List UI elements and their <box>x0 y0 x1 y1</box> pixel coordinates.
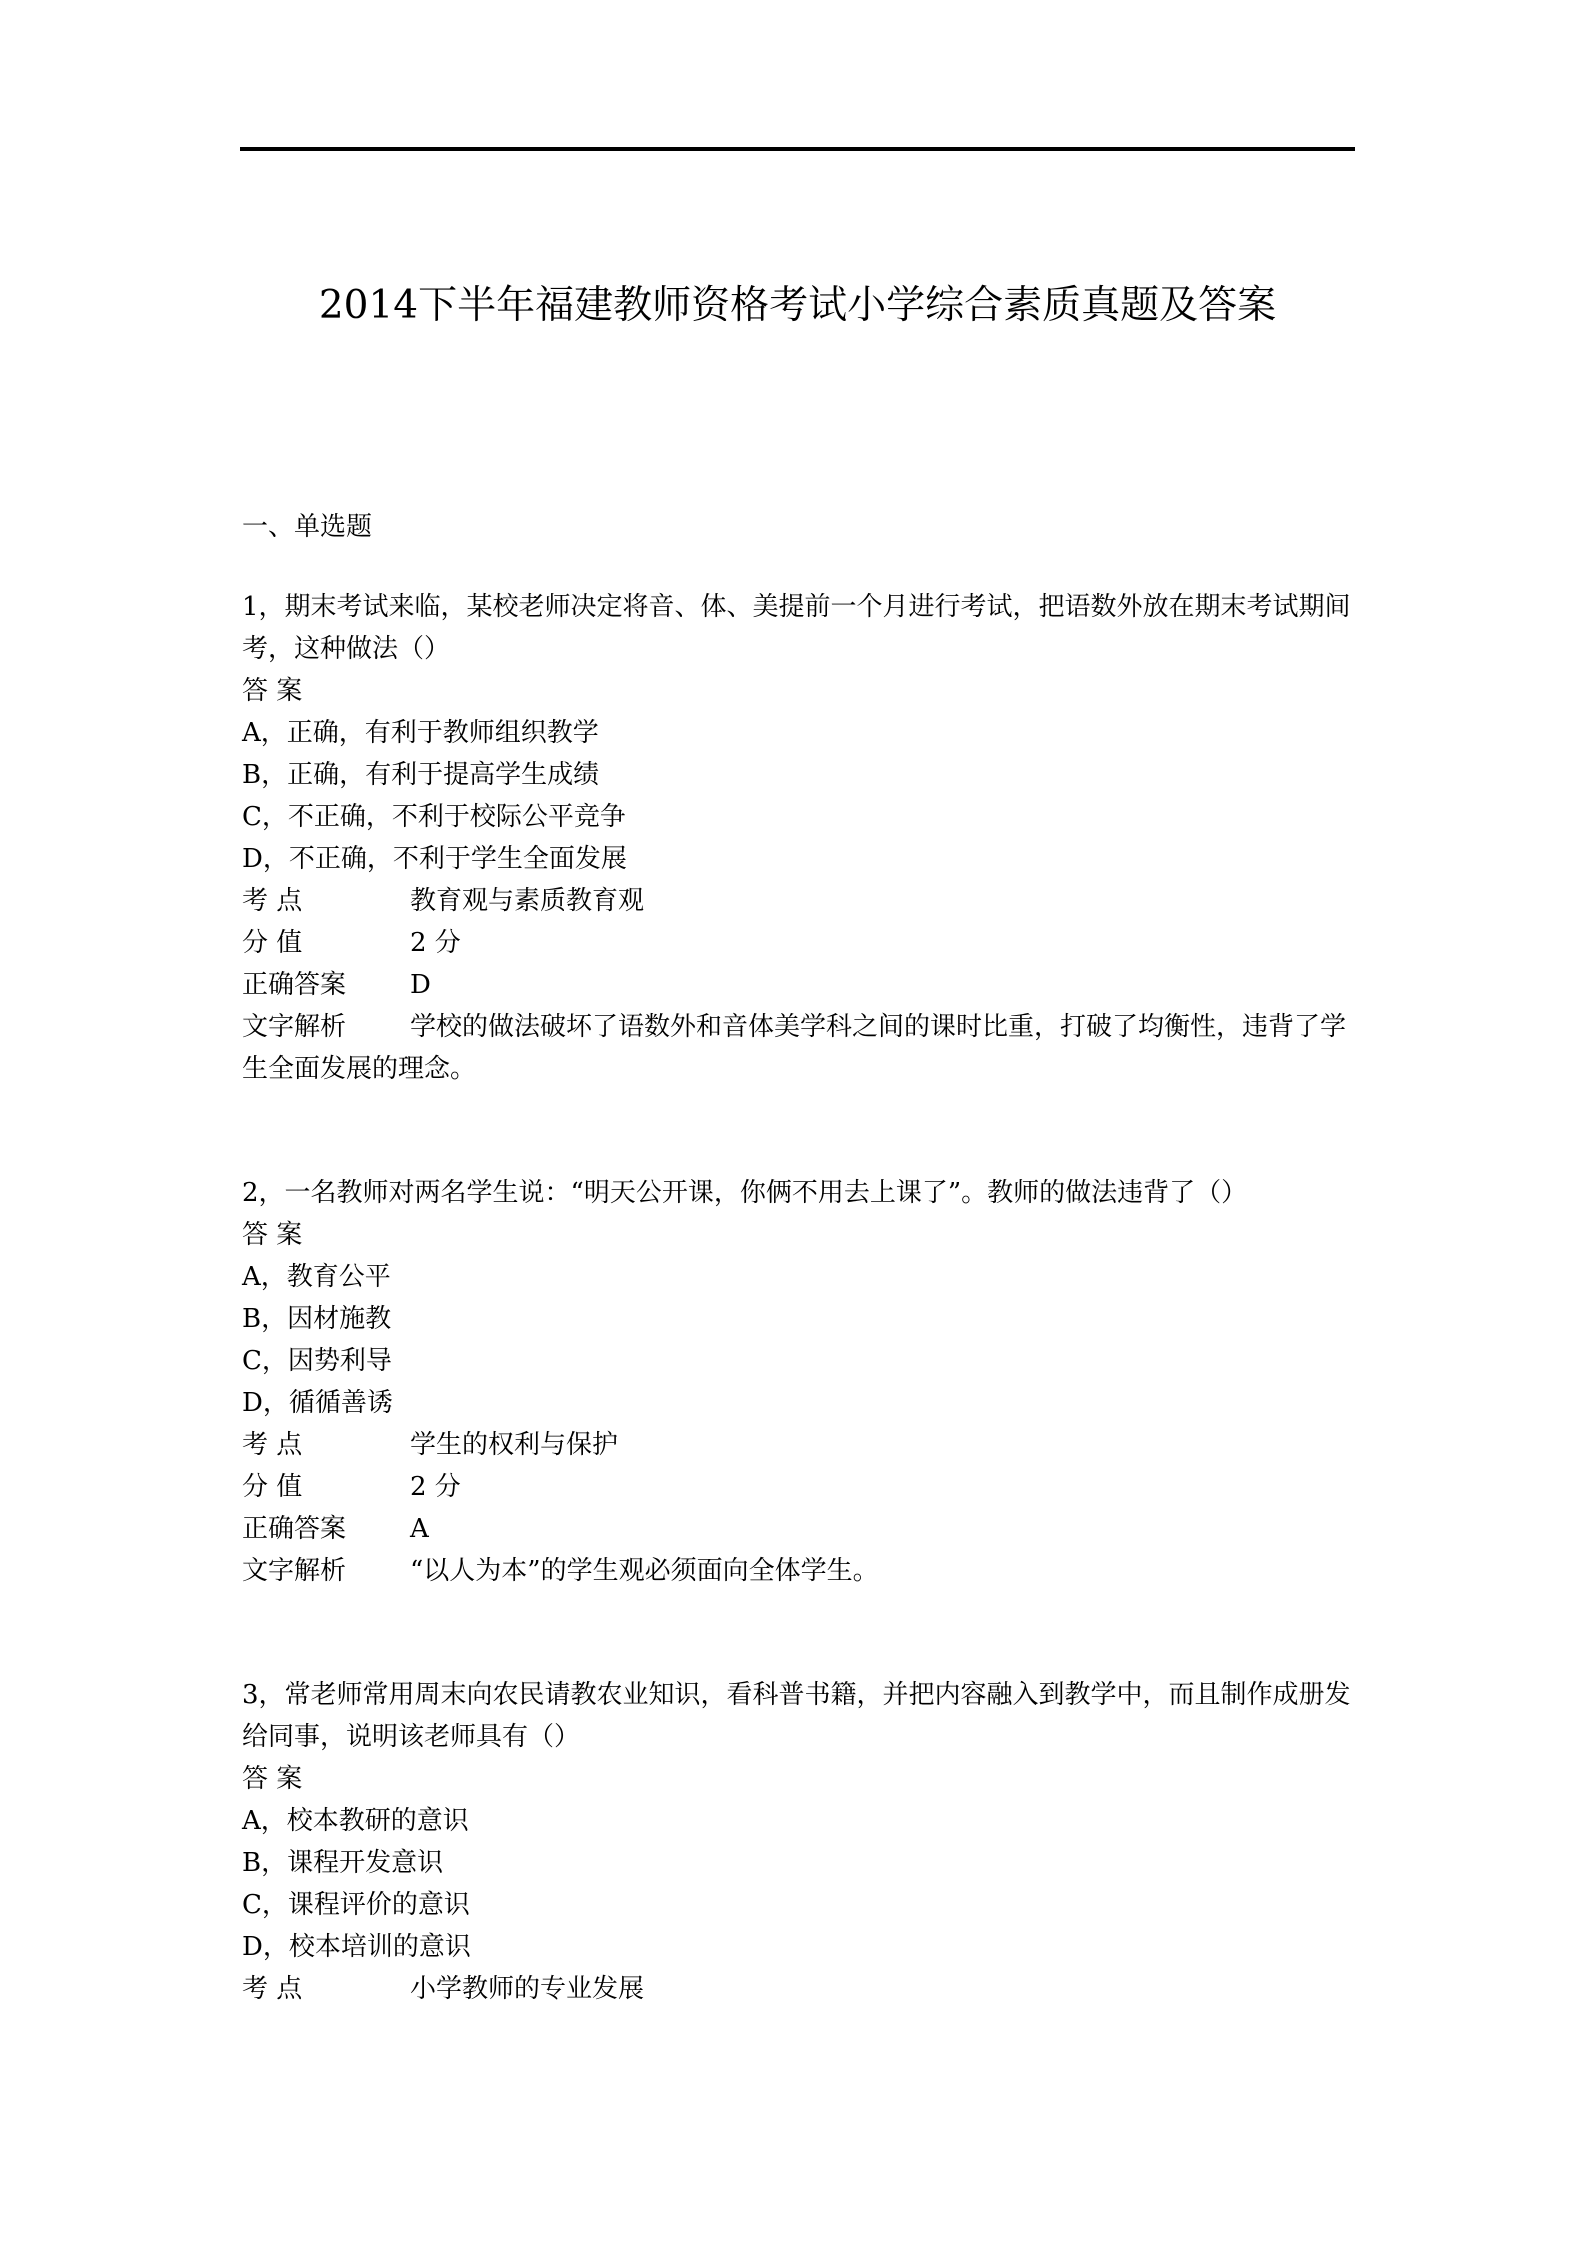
knowledge-point-label: 考 点 <box>242 886 303 916</box>
correct-answer-label: 正确答案 <box>242 970 347 1000</box>
option-c: C，不正确，不利于校际公平竞争 <box>242 802 626 832</box>
question-1 <box>242 586 1352 1090</box>
option-d: D，循循善诱 <box>242 1388 393 1418</box>
score-row <box>242 922 1352 964</box>
document-title: 2014下半年福建教师资格考试小学综合素质真题及答案 <box>318 283 1277 328</box>
question-2 <box>242 1172 1352 1592</box>
option-d: D，校本培训的意识 <box>242 1932 471 1962</box>
knowledge-point-label: 考 点 <box>242 1974 303 2004</box>
question-3 <box>242 1674 1352 2010</box>
knowledge-point-value: 学生的权利与保护 <box>410 1430 619 1460</box>
analysis-text: 学校的做法破坏了语数外和音体美学科之间的课时比重，打破了均衡性，违背了学生全面发展的理念。 <box>242 1012 1347 1084</box>
answer-label: 答 案 <box>242 1764 303 1794</box>
option-b: B，正确，有利于提高学生成绩 <box>242 760 600 790</box>
correct-answer-row <box>242 964 1352 1006</box>
knowledge-point-value: 小学教师的专业发展 <box>410 1974 645 2004</box>
score-value: 2 分 <box>410 928 461 958</box>
analysis-row <box>242 1550 1352 1592</box>
section-heading: 一、单选题 <box>242 512 373 542</box>
knowledge-point-row <box>242 1968 1352 2010</box>
score-label: 分 值 <box>242 1472 303 1502</box>
correct-answer-value: D <box>410 970 431 1000</box>
knowledge-point-row <box>242 1424 1352 1466</box>
score-label: 分 值 <box>242 928 303 958</box>
question-stem: 1，期末考试来临，某校老师决定将音、体、美提前一个月进行考试，把语数外放在期末考试期间考，这种做法（） <box>242 592 1351 664</box>
correct-answer-label: 正确答案 <box>242 1514 347 1544</box>
option-c: C，课程评价的意识 <box>242 1890 470 1920</box>
correct-answer-value: A <box>410 1514 429 1544</box>
score-value: 2 分 <box>410 1472 461 1502</box>
answer-label: 答 案 <box>242 676 303 706</box>
score-row <box>242 1466 1352 1508</box>
analysis-text: “以人为本”的学生观必须面向全体学生。 <box>410 1556 879 1586</box>
analysis-label: 文字解析 <box>242 1012 347 1042</box>
knowledge-point-label: 考 点 <box>242 1430 303 1460</box>
option-a: A，正确，有利于教师组织教学 <box>242 718 599 748</box>
option-c: C，因势利导 <box>242 1346 392 1376</box>
option-b: B，因材施教 <box>242 1304 392 1334</box>
analysis-label: 文字解析 <box>242 1556 347 1586</box>
knowledge-point-value: 教育观与素质教育观 <box>410 886 645 916</box>
analysis-row <box>242 1006 1352 1090</box>
option-d: D，不正确，不利于学生全面发展 <box>242 844 627 874</box>
option-b: B，课程开发意识 <box>242 1848 444 1878</box>
question-stem: 3，常老师常用周末向农民请教农业知识，看科普书籍，并把内容融入到教学中，而且制作成册发给同事，说明该老师具有（） <box>242 1680 1351 1752</box>
header-rule <box>240 147 1355 151</box>
option-a: A，校本教研的意识 <box>242 1806 469 1836</box>
option-a: A，教育公平 <box>242 1262 391 1292</box>
correct-answer-row <box>242 1508 1352 1550</box>
answer-label: 答 案 <box>242 1220 303 1250</box>
document-content <box>242 506 1352 2010</box>
question-stem: 2，一名教师对两名学生说：“明天公开课，你俩不用去上课了”。教师的做法违背了（） <box>242 1178 1248 1208</box>
knowledge-point-row <box>242 880 1352 922</box>
